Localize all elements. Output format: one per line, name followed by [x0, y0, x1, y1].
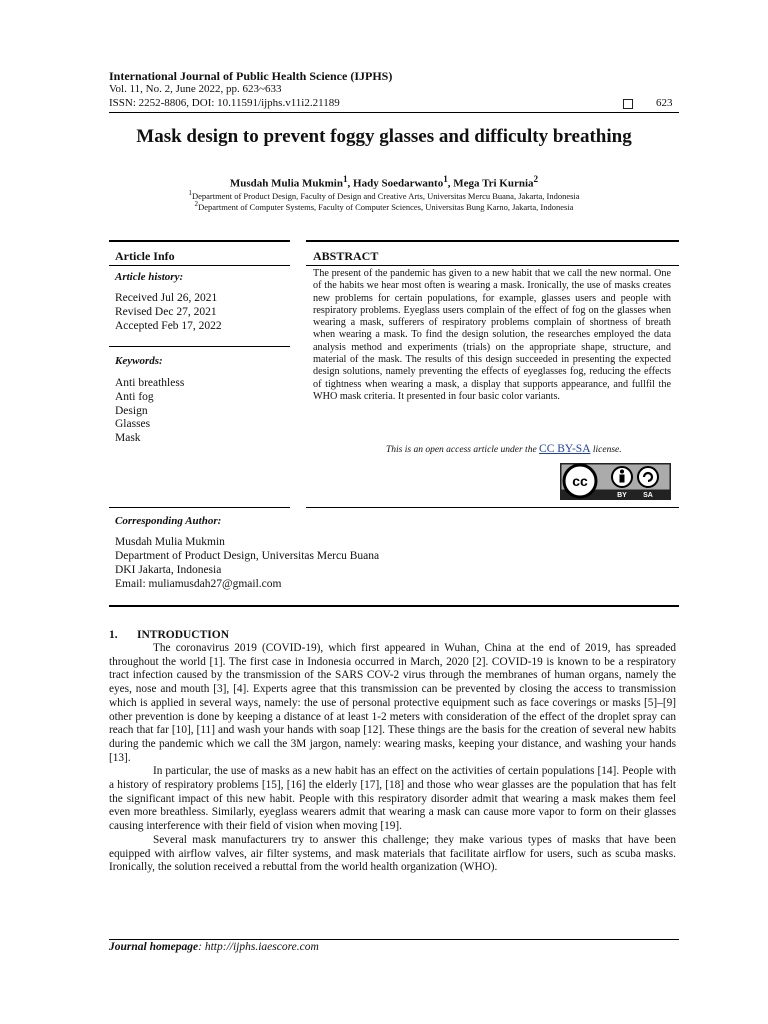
corresponding-email: Email: muliamusdah27@gmail.com: [115, 578, 282, 590]
corresponding-author-label: Corresponding Author:: [115, 515, 222, 527]
section-rule: [306, 507, 679, 508]
corresponding-line: Musdah Mulia Mukmin: [115, 536, 225, 548]
abstract-text: The present of the pandemic has given to a new habit that we call the new normal. One of the habits we hear most often is wearing a mask. Ironically, the use of masks creates new problems for certain populations, for example, glasses users and people with respiratory problems. Eyeglass users complain of the effect of fog on the glasses when wearing a mask, sufferers of respiratory problems complain of shortness of breath when wearing a mask. To find the design solution, the researches employed the data analysis method and experiments (trials) on the appropriate shape, structure, and material of the mask. The results of this design succeeded in presenting the expected design solutions, namely preventing the effects of eyeglasses fog, reducing the effects of tightness when wearing a mask, a display that supports appearance, and fullfil the WHO mask criteria. It presented in four basic color variants.: [313, 268, 671, 402]
journal-homepage: Journal homepage: http://ijphs.iaescore.com: [109, 941, 319, 953]
section-rule: [109, 265, 290, 266]
by-label: BY: [617, 492, 627, 499]
abstract-heading: ABSTRACT: [313, 249, 379, 263]
corresponding-line: Department of Product Design, Universitas Mercu Buana: [115, 550, 380, 562]
author-name: Musdah Mulia Mukmin: [229, 177, 343, 190]
section-rule: [306, 265, 679, 266]
author-list: Musdah Mulia Mukmin$^1$, Hady Soedarwanto$^1$, Mega Tri Kurnia$^2$: [229, 174, 539, 190]
corresponding-line: DKI Jakarta, Indonesia: [115, 564, 222, 576]
keywords-label: Keywords:: [115, 355, 163, 367]
section-rule: [109, 346, 290, 347]
keyword: Design: [115, 405, 148, 417]
sa-icon: [638, 467, 658, 487]
section-number: 1.: [109, 629, 118, 641]
license-link[interactable]: CC BY-SA: [539, 443, 591, 455]
keyword: Mask: [115, 432, 141, 444]
affiliation: $^1$Department of Product Design, Faculty of Design and Creative Arts, Universitas Mercu Buana, Jakarta, Indonesia: [188, 189, 580, 201]
paper-title: Mask design to prevent foggy glasses and difficulty breathing: [136, 126, 632, 147]
volume-info: Vol. 11, No. 2, June 2022, pp. 623~633: [109, 83, 282, 95]
author-name: Mega Tri Kurnia: [453, 177, 534, 190]
history-item: Accepted Feb 17, 2022: [115, 320, 222, 332]
paragraph: The coronavirus 2019 (COVID-19), which first appeared in Wuhan, China at the end of 2019, has spreaded throughout the world [1]. The first case in Indonesia occurred in March, 2020 [2]. COVID-19 is known to be a respiratory tract infection caused by the transmission of the SARS COV-2 virus through the membranes of human organs, namely the eyes, nose and mouth [3], [4]. Experts agree that this transmission can be prevented by closing the access to transmission which is applied in several ways, namely: the use of personal protective equipment such as face coverings or masks [5]–[9] other prevention is done by keeping a distance of at least 1-2 meters with consideration of the effect of the droplet spray can reach that far [10], [11] and wash your hands with soap [12]. These things are the basis for the creation of several new habits during the pandemic which we call the 3M jargon, namely: wearing masks, keeping your distance, and washing your hands [13].: [109, 642, 676, 764]
history-item: Revised Dec 27, 2021: [115, 306, 217, 318]
square-icon: [623, 99, 633, 109]
article-info-heading: Article Info: [115, 249, 175, 263]
introduction-body: [109, 642, 676, 875]
section-rule: [306, 240, 679, 242]
issn-doi: ISSN: 2252-8806, DOI: 10.11591/ijphs.v11i2.21189: [109, 97, 340, 109]
license-statement: This is an open access article under the CC BY-SA license.: [386, 443, 622, 455]
header-rule: [109, 112, 679, 113]
by-icon-body: [620, 475, 625, 483]
keyword: Anti breathless: [115, 377, 185, 389]
section-rule: [109, 240, 290, 242]
keyword: Glasses: [115, 418, 151, 430]
paragraph: In particular, the use of masks as a new habit has an effect on the activities of certain populations [14]. People with a history of respiratory problems [15], [16] the elderly [17], [18] and those who wear glasses are the population that has felt the significant impact of this new habit. People with this respiratory disorder admit that wearing a mask makes them feel even more breathless. Similarly, eyeglass wearers admit that wearing a mask can cause more vapor to form on their glasses causing interference with their field of vision when moving [19].: [109, 765, 676, 833]
cc-icon-text: cc: [572, 473, 588, 489]
footer-rule: [109, 939, 679, 940]
by-icon-head: [620, 470, 624, 474]
keyword: Anti fog: [115, 391, 154, 403]
journal-name: International Journal of Public Health Science (IJPHS): [109, 69, 393, 83]
homepage-url[interactable]: : http://ijphs.iaescore.com: [198, 941, 319, 953]
section-rule: [109, 507, 290, 508]
section-rule: [109, 605, 679, 607]
page-number: 623: [656, 97, 673, 109]
sa-label: SA: [643, 492, 653, 499]
history-item: Received Jul 26, 2021: [115, 292, 218, 304]
affiliation: $^2$Department of Computer Systems, Faculty of Computer Sciences, Universitas Bung Karno, Jakarta, Indonesia: [194, 200, 574, 212]
section-title: INTRODUCTION: [137, 629, 230, 641]
paragraph: Several mask manufacturers try to answer this challenge; they make various types of masks that have been equipped with airflow valves, air filter systems, and mask materials that facilitate airflow for users, such as scuba masks. Ironically, the solution received a rebuttal from the world health organization (WHO).: [109, 833, 676, 874]
author-name: Hady Soedarwanto: [353, 177, 444, 190]
cc-by-sa-badge[interactable]: [560, 463, 671, 500]
article-history-label: Article history:: [115, 271, 184, 283]
